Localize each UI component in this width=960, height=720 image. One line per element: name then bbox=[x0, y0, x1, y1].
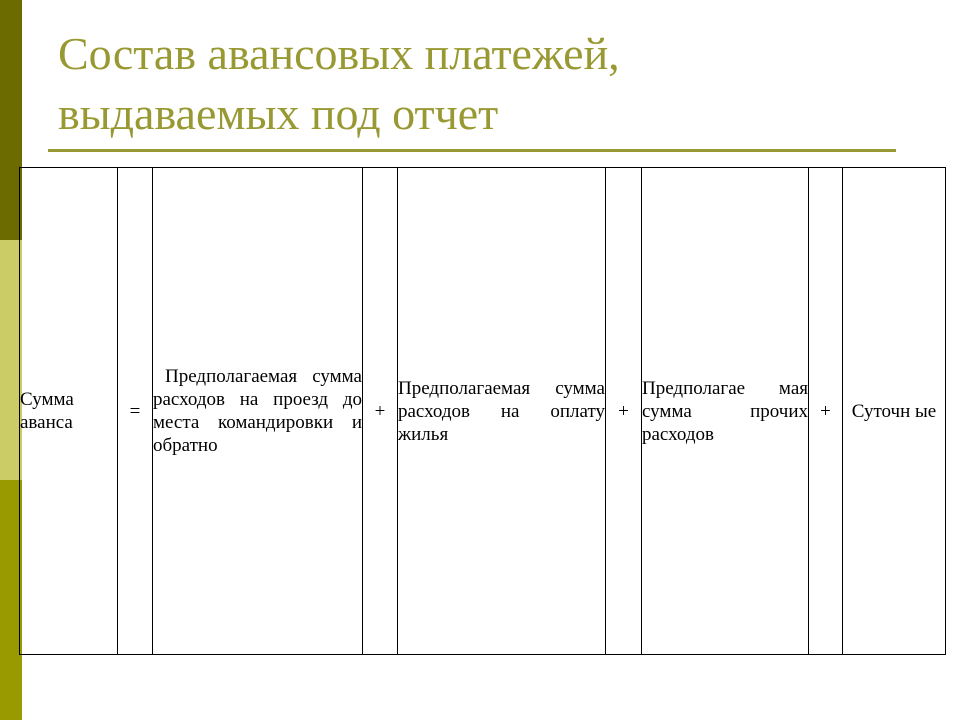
advance-sum-cell: Сумма аванса bbox=[20, 168, 118, 655]
plus-sign-2: + bbox=[606, 168, 642, 655]
slide-title bbox=[58, 24, 918, 144]
plus-sign-1: + bbox=[363, 168, 398, 655]
advance-composition-table bbox=[19, 167, 946, 655]
plus-sign-3: + bbox=[809, 168, 843, 655]
other-expenses-cell: Предполагае мая сумма прочих расходов bbox=[642, 168, 809, 655]
slide-title-line-2: выдаваемых под отчет bbox=[58, 88, 499, 139]
travel-expenses-cell bbox=[153, 168, 363, 655]
title-divider bbox=[48, 149, 896, 152]
housing-expenses-cell: Предполагаемая сумма расходов на оплату жилья bbox=[398, 168, 606, 655]
per-diem-cell: Суточн ые bbox=[843, 168, 946, 655]
formula-row bbox=[20, 168, 946, 655]
slide-title-line-1: Состав авансовых платежей, bbox=[58, 28, 620, 79]
equals-sign: = bbox=[118, 168, 153, 655]
travel-expenses-text: Предполагаемая сумма расходов на проезд до места командировки и обратно bbox=[153, 366, 362, 456]
